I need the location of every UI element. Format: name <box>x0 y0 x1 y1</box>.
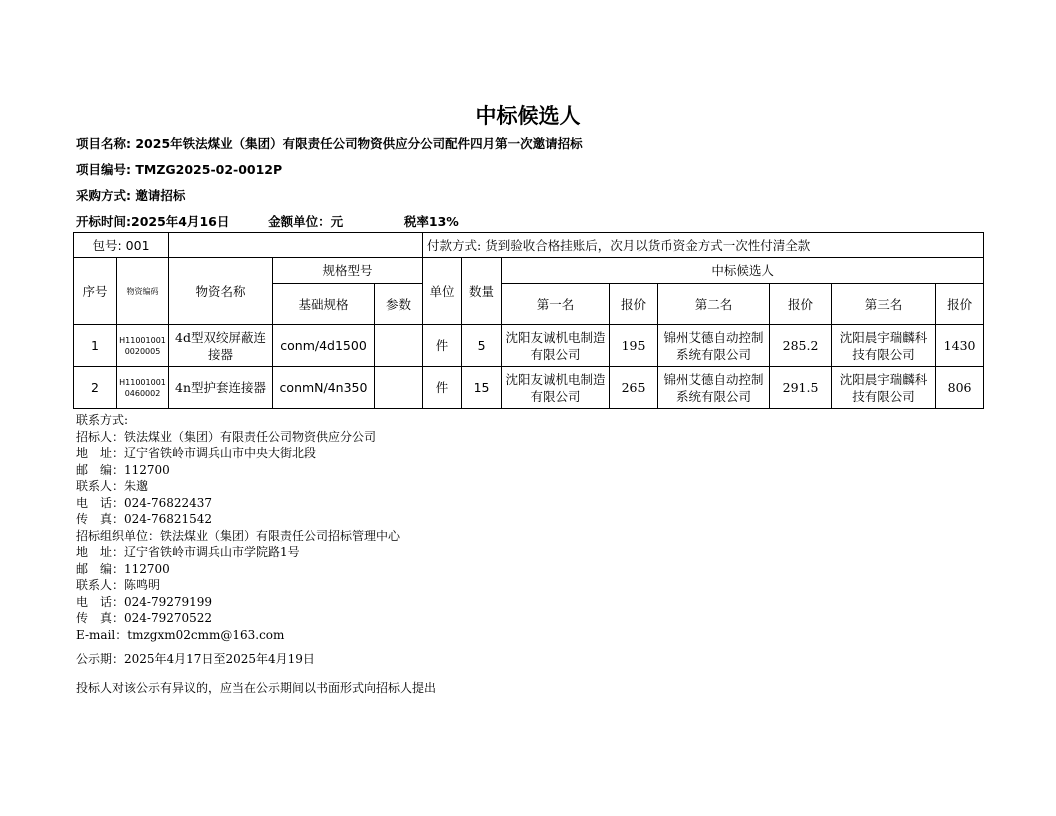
row-name: 4n型护套连接器 <box>169 367 273 409</box>
contact-line: 联系人：朱邈 <box>76 479 149 493</box>
row-second: 锦州艾德自动控制系统有限公司 <box>658 325 770 367</box>
open-time: 2025年4月16日 <box>131 214 230 229</box>
contact-line: 电 话：024-76822437 <box>76 495 213 510</box>
candidate-table <box>73 232 984 409</box>
open-time-line <box>76 212 459 230</box>
header-name: 物资名称 <box>169 258 273 325</box>
row-first: 沈阳友诚机电制造有限公司 <box>502 325 610 367</box>
package-row <box>74 233 984 258</box>
row-spec: conmN/4n350 <box>273 367 375 409</box>
contact-line: 传 真：024-79270522 <box>76 611 213 625</box>
header-second-price: 报价 <box>770 284 832 325</box>
header-seq: 序号 <box>74 258 117 325</box>
contact-line: 邮 编：112700 <box>76 561 170 576</box>
project-code-label: 项目编号: <box>76 162 131 177</box>
row-first-price: 265 <box>610 367 658 409</box>
contact-line: 地 址：辽宁省铁岭市调兵山市中央大街北段 <box>76 446 317 460</box>
package-label: 包号: 001 <box>74 233 169 258</box>
project-name: 2025年铁法煤业（集团）有限责任公司物资供应分公司配件四月第一次邀请招标 <box>135 136 583 151</box>
header-spec-group: 规格型号 <box>273 258 423 284</box>
amount-unit: 元 <box>330 214 344 229</box>
contact-line: 招标人：铁法煤业（集团）有限责任公司物资供应分公司 <box>76 429 377 444</box>
row-unit: 件 <box>423 367 462 409</box>
header-unit: 单位 <box>423 258 462 325</box>
header-first-price: 报价 <box>610 284 658 325</box>
row-second-price: 291.5 <box>770 367 832 409</box>
contact-block <box>76 412 400 643</box>
row-second: 锦州艾德自动控制系统有限公司 <box>658 367 770 409</box>
objection-notice: 投标人对该公示有异议的，应当在公示期间以书面形式向招标人提出 <box>76 681 437 695</box>
contact-line: E-mail：tmzgxm02cmm@163.com <box>76 627 285 642</box>
row-param <box>375 367 423 409</box>
table-row <box>74 367 984 409</box>
procurement-method-line <box>76 186 185 204</box>
package-blank <box>169 233 423 258</box>
row-unit: 件 <box>423 325 462 367</box>
tax-rate: 13% <box>428 214 459 229</box>
procurement-method-label: 采购方式: <box>76 188 131 203</box>
row-third: 沈阳晨宇瑞麟科技有限公司 <box>832 325 936 367</box>
row-second-price: 285.2 <box>770 325 832 367</box>
contact-line: 邮 编：112700 <box>76 462 170 477</box>
contact-line: 电 话：024-79279199 <box>76 594 213 609</box>
row-seq: 2 <box>74 367 117 409</box>
project-code: TMZG2025-02-0012P <box>135 162 283 177</box>
header-spec-param: 参数 <box>375 284 423 325</box>
project-code-line <box>76 160 282 178</box>
open-time-label: 开标时间: <box>76 214 131 229</box>
header-third: 第三名 <box>832 284 936 325</box>
header-second: 第二名 <box>658 284 770 325</box>
project-name-line <box>76 134 583 152</box>
row-first: 沈阳友诚机电制造有限公司 <box>502 367 610 409</box>
contact-line: 传 真：024-76821542 <box>76 512 213 526</box>
row-spec: conm/4d1500 <box>273 325 375 367</box>
header-first: 第一名 <box>502 284 610 325</box>
header-winners: 中标候选人 <box>502 258 984 284</box>
row-third-price: 1430 <box>936 325 984 367</box>
row-param <box>375 325 423 367</box>
row-first-price: 195 <box>610 325 658 367</box>
payment-terms: 付款方式: 货到验收合格挂账后，次月以货币资金方式一次性付清全款 <box>423 233 984 258</box>
header-spec-basic: 基础规格 <box>273 284 375 325</box>
row-name: 4d型双绞屏蔽连接器 <box>169 325 273 367</box>
contact-line: 联系人：陈鸣明 <box>76 578 161 592</box>
row-qty: 5 <box>462 325 502 367</box>
procurement-method: 邀请招标 <box>135 188 186 203</box>
project-name-label: 项目名称: <box>76 136 131 151</box>
header-code: 物资编码 <box>117 258 169 325</box>
contact-line: 联系方式: <box>76 413 129 427</box>
row-code: H110010010020005 <box>117 325 169 367</box>
tax-label: 税率 <box>403 214 429 229</box>
contact-line: 招标组织单位：铁法煤业（集团）有限责任公司招标管理中心 <box>76 528 401 543</box>
row-code: H110010010460002 <box>117 367 169 409</box>
row-third-price: 806 <box>936 367 984 409</box>
row-seq: 1 <box>74 325 117 367</box>
amount-unit-label: 金额单位： <box>268 214 331 229</box>
notice-period: 公示期：2025年4月17日至2025年4月19日 <box>76 652 315 666</box>
header-third-price: 报价 <box>936 284 984 325</box>
header-row-1 <box>74 258 984 284</box>
table-row <box>74 325 984 367</box>
header-qty: 数量 <box>462 258 502 325</box>
row-third: 沈阳晨宇瑞麟科技有限公司 <box>832 367 936 409</box>
row-qty: 15 <box>462 367 502 409</box>
contact-line: 地 址：辽宁省铁岭市调兵山市学院路1号 <box>76 545 300 559</box>
page-title: 中标候选人 <box>475 104 581 128</box>
